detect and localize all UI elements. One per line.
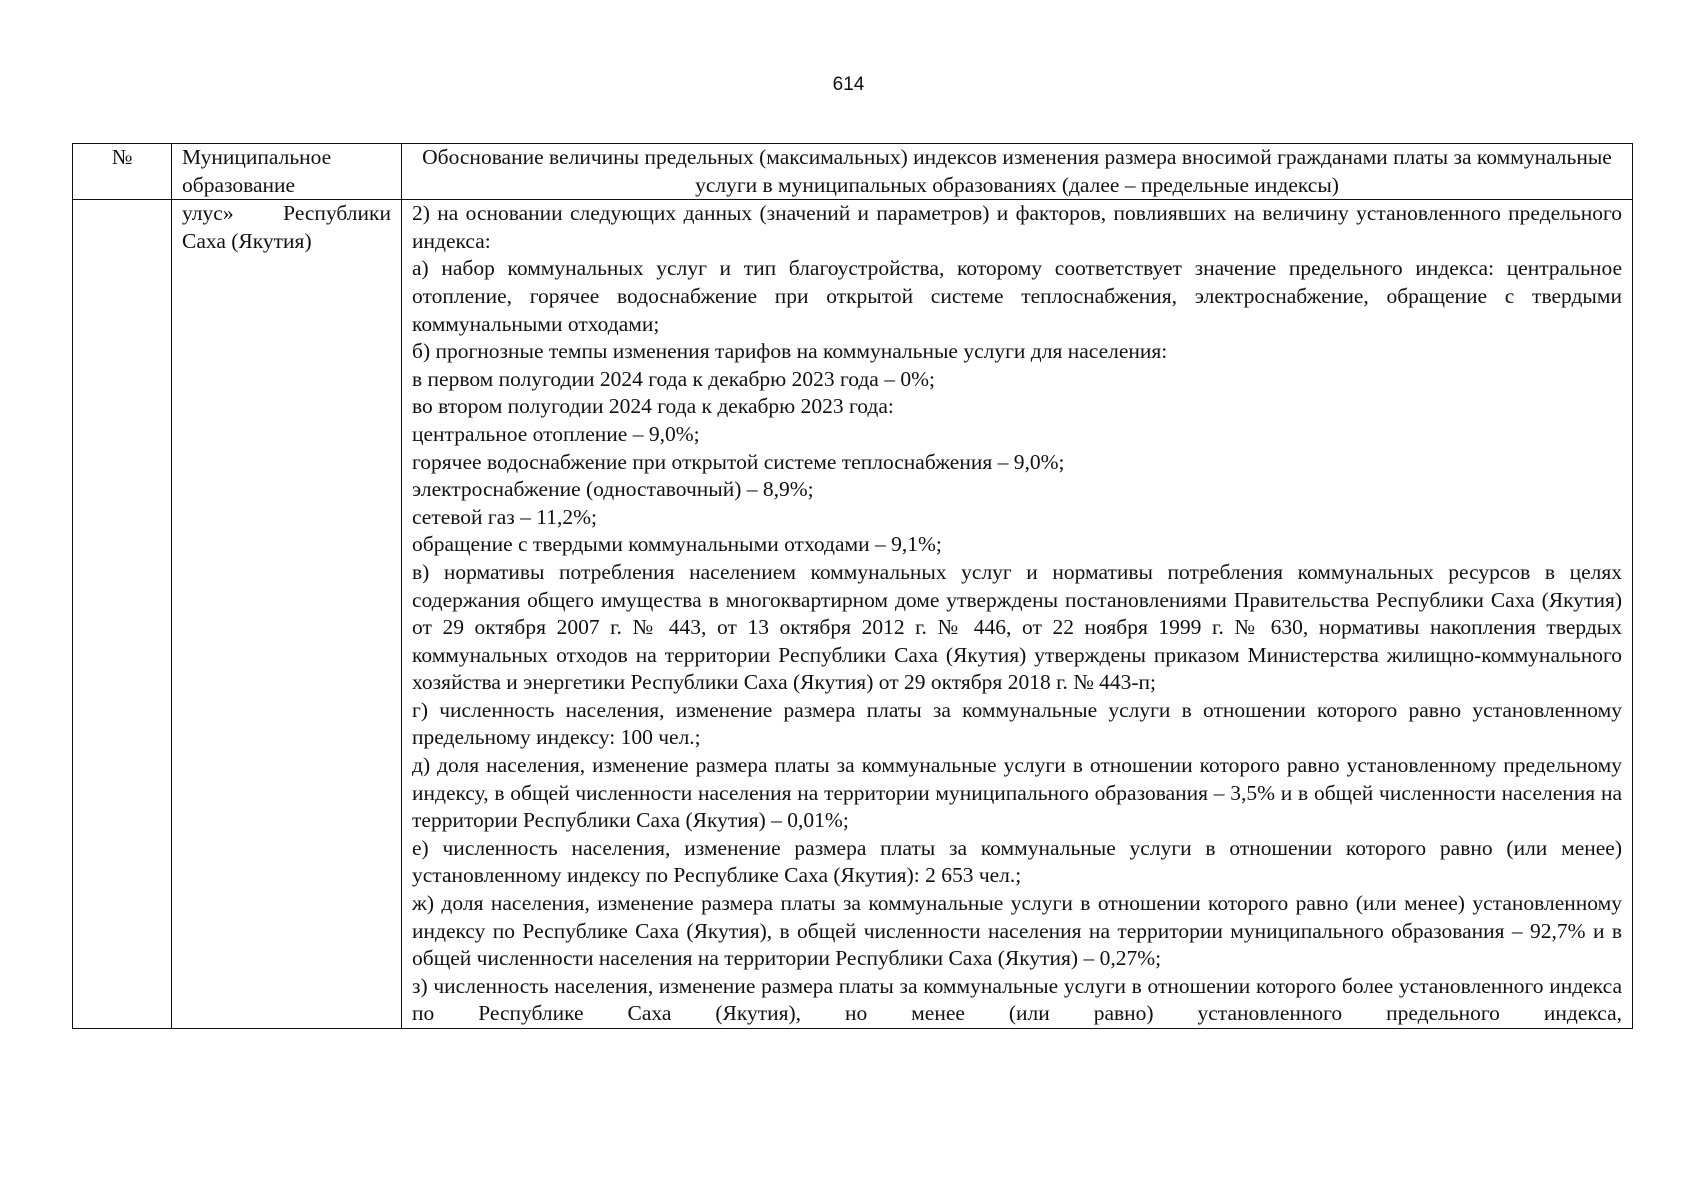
cell-municipality: улус» Республики Саха (Якутия) bbox=[172, 200, 402, 1029]
cell-description bbox=[402, 200, 1633, 1029]
paragraph-z: з) численность населения, изменение размера платы за коммунальные услуги в отношении которого более установленного индекса по Республике Саха (Якутия), но менее (или равно) установленного предельного индекса, bbox=[412, 973, 1622, 1026]
paragraph-gas: сетевой газ – 11,2%; bbox=[412, 504, 597, 529]
paragraph-zh: ж) доля населения, изменение размера платы за коммунальные услуги в отношении которого равно (или менее) установленному индексу по Республике Саха (Якутия), в общей численности населения на территории муниципального образования – 92,7% и в общей численности населения на территории Республики Саха (Якутия) – 0,27%; bbox=[412, 891, 1622, 971]
header-description: Обоснование величины предельных (максимальных) индексов изменения размера вносимой гражданами платы за коммунальные услуги в муниципальных образованиях (далее – предельные индексы) bbox=[402, 144, 1633, 200]
paragraph-b: б) прогнозные темпы изменения тарифов на коммунальные услуги для населения: bbox=[412, 339, 1168, 364]
paragraph-e: е) численность населения, изменение размера платы за коммунальные услуги в отношении которого равно (или менее) установленному индексу по Республике Саха (Якутия): 2 653 чел.; bbox=[412, 835, 1622, 888]
header-number: № bbox=[73, 144, 172, 200]
paragraph-electricity: электроснабжение (одноставочный) – 8,9%; bbox=[412, 477, 814, 502]
paragraph-waste: обращение с твердыми коммунальными отходами – 9,1%; bbox=[412, 532, 942, 557]
tariff-index-table bbox=[72, 143, 1633, 1029]
paragraph-first-half: в первом полугодии 2024 года к декабрю 2023 года – 0%; bbox=[412, 366, 935, 391]
cell-number bbox=[73, 200, 172, 1029]
paragraph-a: а) набор коммунальных услуг и тип благоустройства, которому соответствует значение предельного индекса: центральное отопление, горячее водоснабжение при открытой системе теплоснабжения, электроснабжение, обращение с твердыми коммунальными отходами; bbox=[412, 256, 1622, 336]
paragraph-second-half: во втором полугодии 2024 года к декабрю 2023 года: bbox=[412, 394, 894, 419]
page-number: 614 bbox=[832, 74, 865, 95]
header-municipality: Муниципальное образование bbox=[172, 144, 402, 200]
paragraph-heating: центральное отопление – 9,0%; bbox=[412, 421, 700, 446]
paragraph-hot-water: горячее водоснабжение при открытой системе теплоснабжения – 9,0%; bbox=[412, 449, 1065, 474]
paragraph-d: д) доля населения, изменение размера платы за коммунальные услуги в отношении которого равно установленному предельному индексу, в общей численности населения на территории муниципального образования – 3,5% и в общей численности населения на территории Республики Саха (Якутия) – 0,01%; bbox=[412, 753, 1622, 833]
paragraph-v: в) нормативы потребления населением коммунальных услуг и нормативы потребления коммунальных ресурсов в целях содержания общего имущества в многоквартирном доме утверждены постановлениями Правительства Республики Саха (Якутия) от 29 октября 2007 г. № 443, от 13 октября 2012 г. № 446, от 22 ноября 1999 г. № 630, нормативы накопления твердых коммунальных отходов на территории Республики Саха (Якутия) утверждены приказом Министерства жилищно-коммунального хозяйства и энергетики Республики Саха (Якутия) от 29 октября 2018 г. № 443-п; bbox=[412, 559, 1622, 695]
table-header-row bbox=[73, 144, 1633, 200]
paragraph-intro: 2) на основании следующих данных (значений и параметров) и факторов, повлиявших на величину установленного предельного индекса: bbox=[412, 201, 1622, 253]
paragraph-g: г) численность населения, изменение размера платы за коммунальные услуги в отношении которого равно установленному предельному индексу: 100 чел.; bbox=[412, 697, 1622, 750]
table-row bbox=[73, 200, 1633, 1029]
